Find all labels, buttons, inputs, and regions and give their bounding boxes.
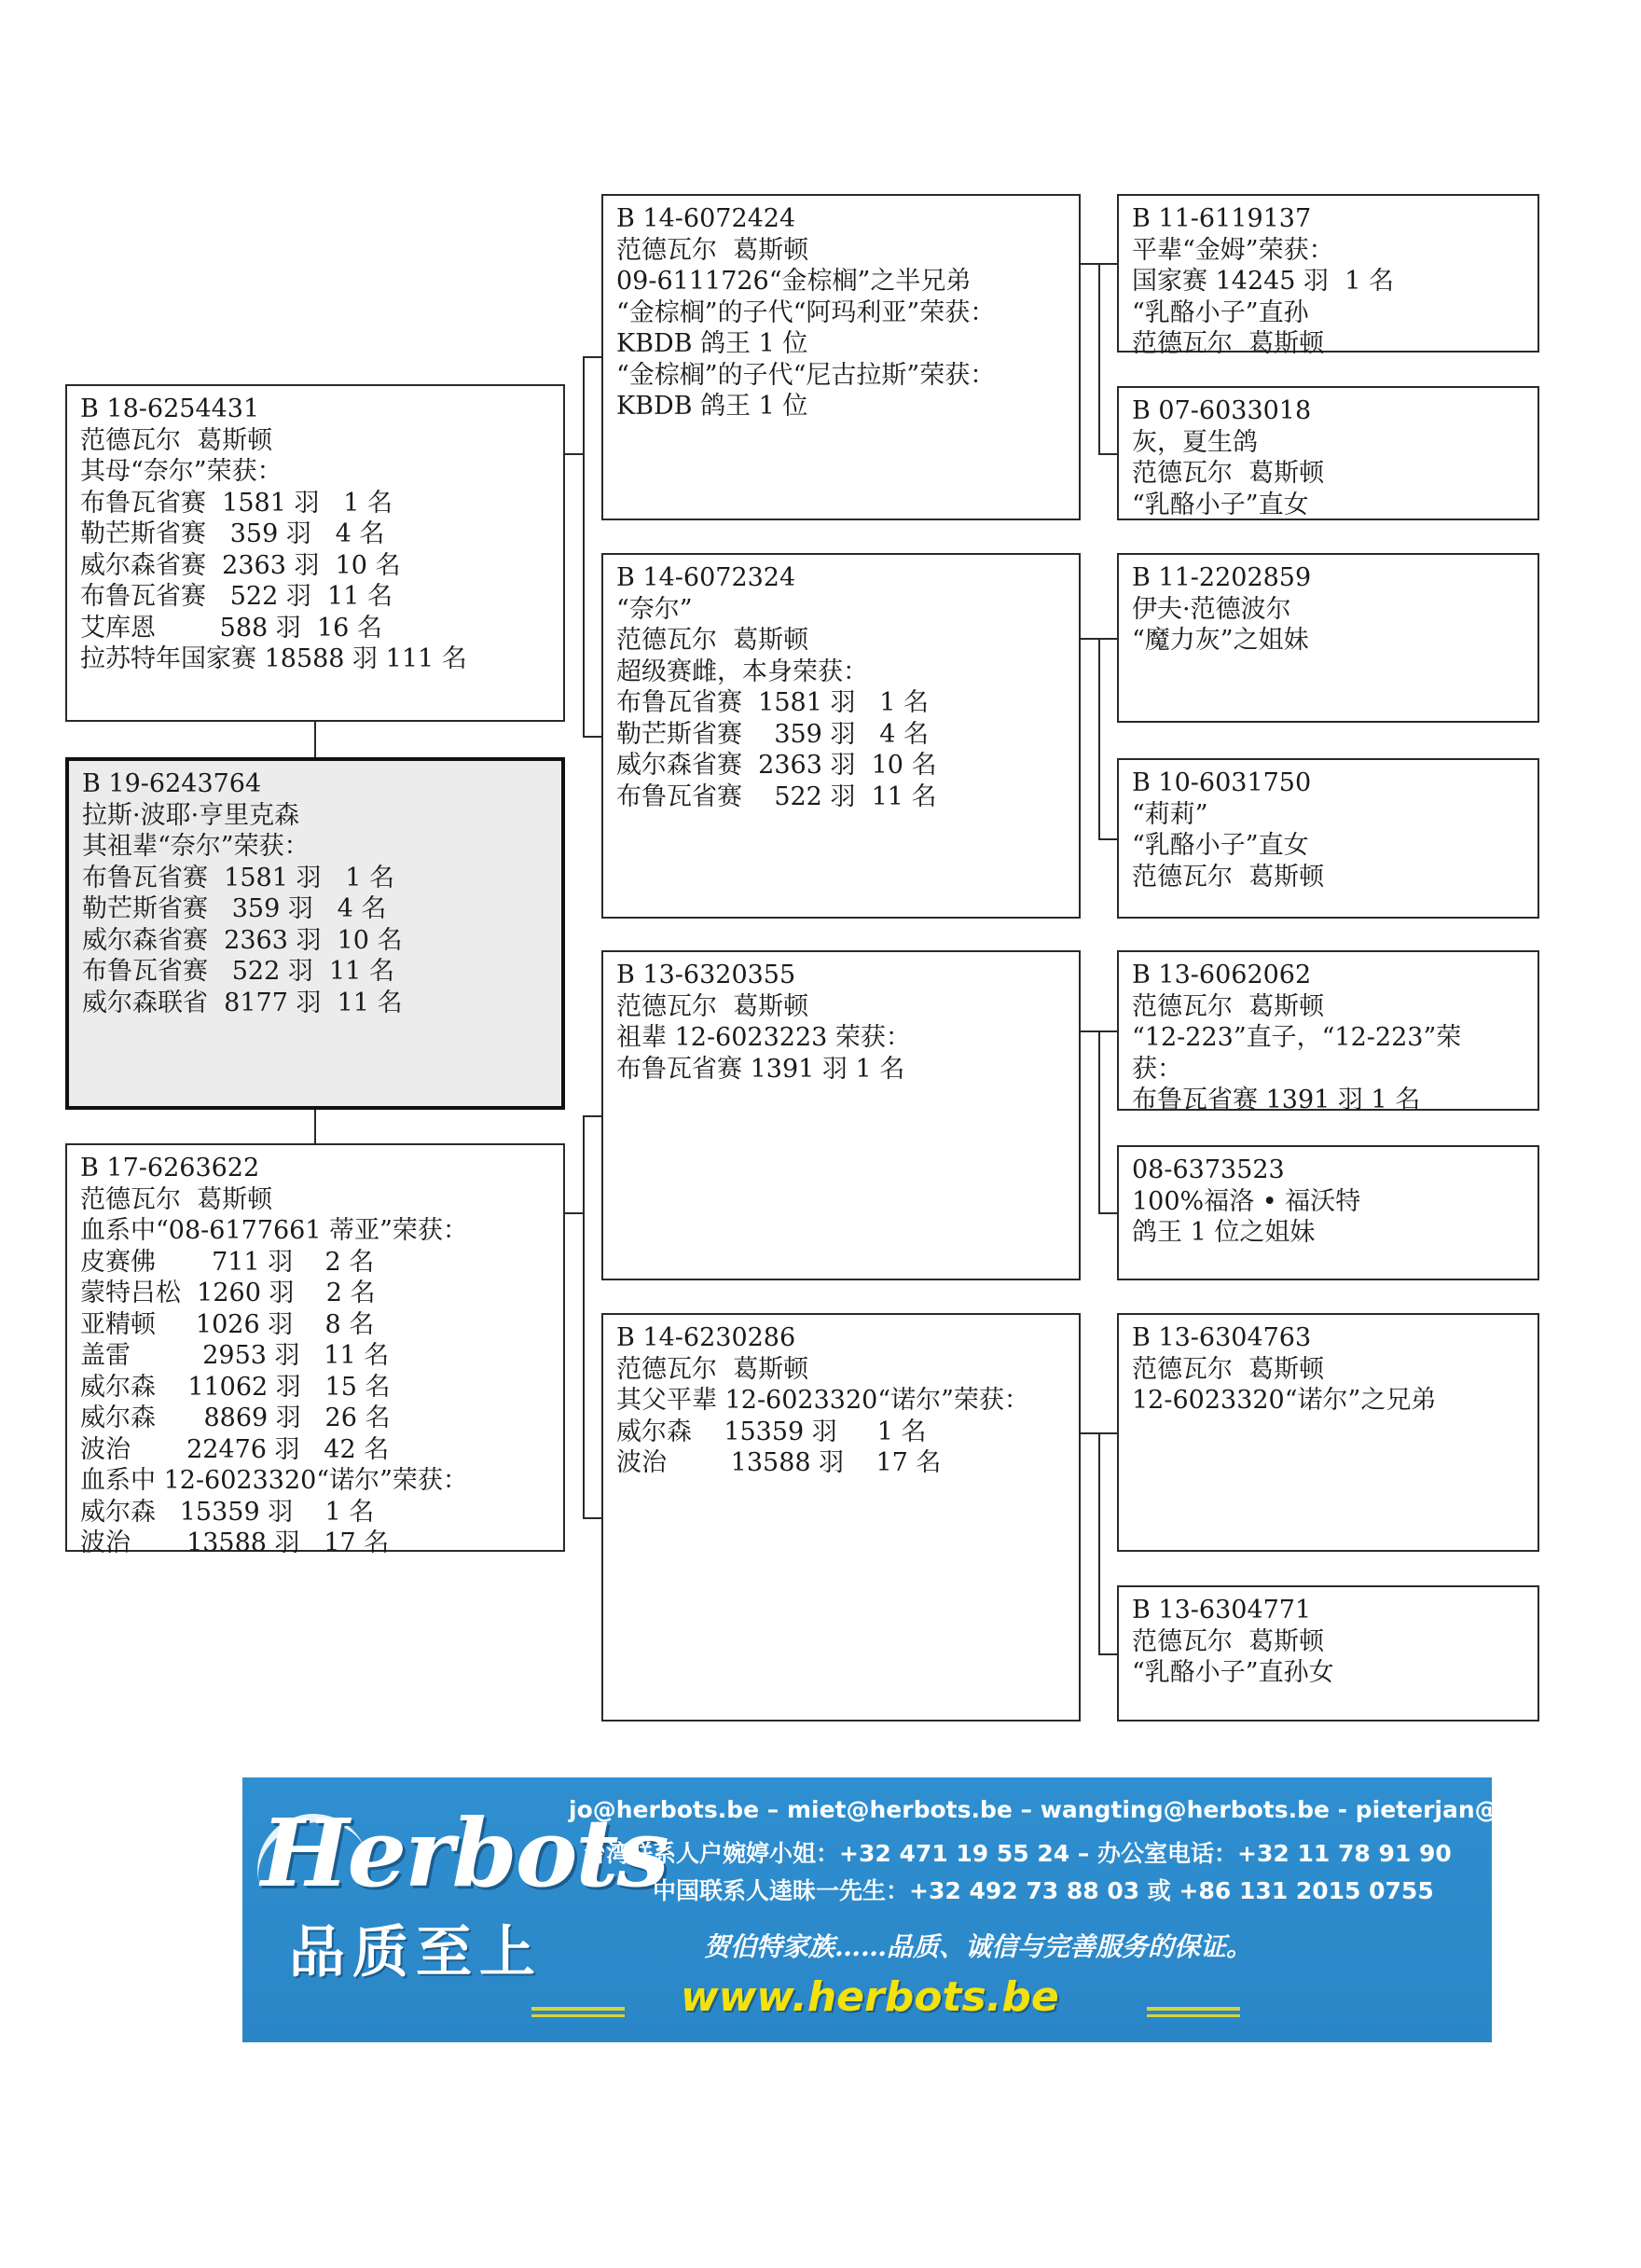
great-grandparent-ddd-box (1117, 1585, 1539, 1722)
pedigree-line: 获： (1132, 1054, 1182, 1084)
pedigree-line: 威尔森 15359 羽 1 名 (616, 1417, 927, 1446)
great-grandparent-sss-box (1117, 194, 1539, 358)
connector-dd-right (1081, 1432, 1099, 1434)
great-grandparent-sds-box (1117, 553, 1539, 723)
pedigree-line: KBDB 鸽王 1 位 (616, 392, 808, 421)
pedigree-line: 拉斯·波耶·亨里克森 (82, 800, 300, 830)
pedigree-line: 祖辈 12-6023223 荣获： (616, 1023, 911, 1052)
ring-number: B 18-6254431 (80, 394, 260, 423)
great-grandparent-dss-box (1117, 950, 1539, 1114)
pedigree-line: 伊夫·范德波尔 (1132, 594, 1291, 624)
connector-sire-right (565, 453, 584, 455)
pedigree-line: “莉莉” (1132, 799, 1208, 829)
pedigree-line: 布鲁瓦省赛 522 羽 11 名 (80, 582, 393, 611)
banner-slogan: 品质至上 (289, 1920, 543, 1985)
banner-rule-right-2 (1147, 2014, 1240, 2017)
great-grandparent-ssd-box (1117, 386, 1539, 520)
parent-sire-box (65, 384, 565, 722)
pedigree-line: 拉苏特年国家赛 18588 羽 111 名 (80, 644, 467, 673)
connector-dam-dd (583, 1517, 601, 1519)
pedigree-line: 血系中 12-6023320“诺尔”荣获： (80, 1466, 468, 1495)
pedigree-line: KBDB 鸽王 1 位 (616, 329, 808, 358)
ring-number: B 13-6304771 (1132, 1596, 1312, 1625)
grandparent-sd-box (601, 553, 1081, 919)
banner-rule-left (531, 2007, 625, 2011)
grandparent-dd-box (601, 1313, 1081, 1722)
pedigree-line: 其祖辈“奈尔”荣获： (82, 832, 310, 861)
pedigree-line: “乳酪小子”直孙女 (1132, 1658, 1334, 1687)
connector-ds-dsd (1098, 1212, 1117, 1214)
connector-ss-ssd (1098, 453, 1117, 455)
ring-number: B 19-6243764 (82, 769, 262, 798)
pedigree-line: “金棕榈”的子代“尼古拉斯”荣获： (616, 360, 996, 390)
banner-china-contact: 中国联系人逵昧一先生：+32 492 73 88 03 或 +86 131 2015 0755 (653, 1877, 1434, 1904)
ring-number: B 13-6304763 (1132, 1323, 1312, 1352)
connector-sd-vertical (1098, 638, 1100, 839)
pedigree-line: 范德瓦尔 葛斯顿 (80, 425, 273, 455)
connector-dd-ddd (1098, 1653, 1117, 1655)
pedigree-line: 皮赛佛 711 羽 2 名 (80, 1247, 375, 1277)
pedigree-line: 范德瓦尔 葛斯顿 (1132, 862, 1325, 892)
connector-sd-sdd (1098, 838, 1117, 840)
ring-number: B 13-6320355 (616, 961, 796, 989)
pedigree-line: 布鲁瓦省赛 1391 羽 1 名 (1132, 1086, 1421, 1114)
grandparent-ss-box (601, 194, 1081, 520)
pedigree-line: 布鲁瓦省赛 1581 羽 1 名 (80, 488, 393, 518)
pedigree-line: 威尔森 11062 羽 15 名 (80, 1372, 391, 1402)
connector-ss-sss (1098, 263, 1117, 265)
banner-emails: jo@herbots.be – miet@herbots.be – wangting@herbots.be - pieterjan@herbots.be (569, 1796, 1641, 1823)
pedigree-line: 勒芒斯省赛 359 羽 4 名 (82, 894, 387, 923)
pedigree-line: 范德瓦尔 葛斯顿 (616, 235, 809, 265)
connector-sd-sds (1098, 638, 1117, 640)
pedigree-line: 威尔森省赛 2363 羽 10 名 (80, 550, 401, 580)
pedigree-line: 勒芒斯省赛 359 羽 4 名 (616, 719, 929, 749)
connector-sd-right (1081, 638, 1099, 640)
pedigree-line: 威尔森 15359 羽 1 名 (80, 1497, 375, 1527)
connector-dam-ds (583, 1115, 601, 1117)
grandparent-ds-box (601, 950, 1081, 1280)
connector-subject-dam (314, 1110, 316, 1143)
connector-dam-right (565, 1212, 584, 1214)
banner-tagline: 贺伯特家族……品质、诚信与完善服务的保证。 (704, 1931, 1253, 1962)
pedigree-line: 波治 22476 羽 42 名 (80, 1434, 390, 1464)
pedigree-line: “奈尔” (616, 594, 693, 624)
pedigree-line: “乳酪小子”直女 (1132, 831, 1309, 860)
banner-taiwan-contact: 台湾联系人户婉婷小姐：+32 471 19 55 24 – 办公室电话：+32 11 78 91 90 (583, 1840, 1452, 1867)
banner-rule-left-2 (531, 2014, 625, 2017)
ring-number: B 14-6072324 (616, 563, 796, 592)
ring-number: B 10-6031750 (1132, 768, 1312, 797)
ring-number: B 14-6072424 (616, 204, 796, 233)
pedigree-line: 勒芒斯省赛 359 羽 4 名 (80, 519, 385, 548)
pedigree-line: 布鲁瓦省赛 522 羽 11 名 (616, 781, 937, 811)
connector-subject-sire (314, 722, 316, 757)
pedigree-line: 范德瓦尔 葛斯顿 (616, 626, 809, 655)
ring-number: B 17-6263622 (80, 1154, 260, 1182)
pedigree-line: 灰，夏生鸽 (1132, 427, 1258, 457)
pedigree-line: 其母“奈尔”荣获： (80, 457, 283, 486)
pedigree-line: 平辈“金姆”荣获： (1132, 235, 1334, 265)
pedigree-line: 布鲁瓦省赛 1581 羽 1 名 (616, 688, 929, 717)
ring-number: B 11-6119137 (1132, 204, 1312, 233)
pedigree-line: 威尔森联省 8177 羽 11 名 (82, 988, 403, 1017)
connector-ds-right (1081, 1030, 1099, 1032)
connector-dd-dds (1098, 1432, 1117, 1434)
great-grandparent-dsd-box (1117, 1145, 1539, 1280)
pedigree-line: 范德瓦尔 葛斯顿 (1132, 1354, 1325, 1384)
pedigree-line: 范德瓦尔 葛斯顿 (616, 991, 809, 1021)
pedigree-line: 血系中“08-6177661 蒂亚”荣获： (80, 1216, 468, 1245)
pedigree-line: “12-223”直子，“12-223”荣 (1132, 1023, 1462, 1052)
pedigree-line: 范德瓦尔 葛斯顿 (1132, 991, 1325, 1021)
pedigree-line: 100%福洛 • 福沃特 (1132, 1186, 1361, 1216)
pedigree-line: 盖雷 2953 羽 11 名 (80, 1341, 390, 1370)
pedigree-line: 威尔森 8869 羽 26 名 (80, 1404, 391, 1432)
pedigree-line: 09-6111726“金棕榈”之半兄弟 (616, 267, 972, 296)
pedigree-line: 范德瓦尔 葛斯顿 (1132, 1626, 1325, 1656)
banner-rule-right (1147, 2007, 1240, 2011)
pedigree-line: 超级赛雌，本身荣获： (616, 657, 868, 686)
pedigree-line: 范德瓦尔 葛斯顿 (616, 1354, 809, 1384)
pedigree-line: “金棕榈”的子代“阿玛利亚”荣获： (616, 297, 996, 327)
connector-dd-vertical (1098, 1432, 1100, 1654)
pedigree-line: “魔力灰”之姐妹 (1132, 626, 1309, 655)
ring-number: B 11-2202859 (1132, 563, 1312, 592)
pedigree-line: 艾库恩 588 羽 16 名 (80, 613, 382, 643)
pedigree-line: 范德瓦尔 葛斯顿 (1132, 329, 1325, 358)
banner-website-link[interactable]: www.herbots.be (681, 1973, 1059, 2021)
pedigree-line: 波治 13588 羽 17 名 (616, 1448, 942, 1477)
ring-number: B 07-6033018 (1132, 396, 1312, 425)
pedigree-line: 威尔森省赛 2363 羽 10 名 (616, 751, 937, 780)
pedigree-line: 鸽王 1 位之姐妹 (1132, 1218, 1316, 1247)
pedigree-line: 其父平辈 12-6023320“诺尔”荣获： (616, 1386, 1029, 1415)
pedigree-line: “乳酪小子”直孙 (1132, 297, 1309, 327)
pedigree-line: 威尔森省赛 2363 羽 10 名 (82, 925, 403, 955)
pedigree-line: 范德瓦尔 葛斯顿 (80, 1184, 273, 1214)
pedigree-line: 布鲁瓦省赛 1581 羽 1 名 (82, 863, 394, 892)
herbots-banner (242, 1777, 1641, 2042)
ring-number: B 14-6230286 (616, 1323, 796, 1352)
pedigree-line: 蒙特吕松 1260 羽 2 名 (80, 1279, 376, 1307)
connector-sire-vertical (583, 356, 585, 737)
pedigree-line: “乳酪小子”直女 (1132, 490, 1309, 519)
connector-sire-ss (583, 356, 601, 358)
connector-ss-right (1081, 263, 1099, 265)
herbots-logo: Herbots (261, 1798, 668, 1908)
connector-dam-vertical (583, 1115, 585, 1518)
connector-ds-vertical (1098, 1030, 1100, 1213)
pedigree-line: 布鲁瓦省赛 522 羽 11 名 (82, 957, 394, 986)
pedigree-line: 12-6023320“诺尔”之兄弟 (1132, 1386, 1437, 1415)
pedigree-line: 范德瓦尔 葛斯顿 (1132, 459, 1325, 488)
ring-number: B 13-6062062 (1132, 961, 1312, 989)
subject-box (65, 757, 565, 1110)
pedigree-line: 国家赛 14245 羽 1 名 (1132, 267, 1394, 296)
parent-dam-box (65, 1143, 565, 1557)
pedigree-line: 布鲁瓦省赛 1391 羽 1 名 (616, 1054, 905, 1084)
ring-number: 08-6373523 (1132, 1155, 1285, 1184)
pedigree-line: 波治 13588 羽 17 名 (80, 1528, 390, 1557)
great-grandparent-dds-box (1117, 1313, 1539, 1552)
connector-sire-sd (583, 736, 601, 738)
connector-ss-vertical (1098, 263, 1100, 454)
pedigree-line: 亚精顿 1026 羽 8 名 (80, 1309, 375, 1339)
connector-ds-dss (1098, 1030, 1117, 1032)
great-grandparent-sdd-box (1117, 758, 1539, 919)
